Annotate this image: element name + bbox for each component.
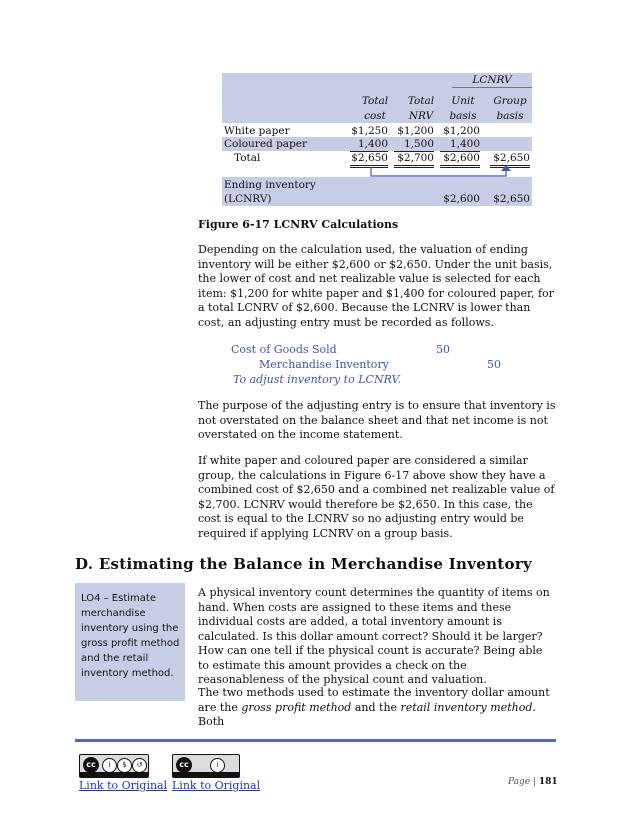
two-methods-text-b: and the (351, 700, 401, 714)
col-total-nrv-l2: NRV (408, 110, 434, 122)
cell-white-cost: $1,250 (351, 125, 388, 137)
paragraph-purpose: The purpose of the adjusting entry is to ensure that inventory is not overstated on the balance sheet and that net income is not overstated on the income statement. (198, 399, 556, 441)
col-unit-basis-l2: basis (449, 110, 477, 122)
attribution-icon: i (210, 758, 225, 773)
row-label-coloured-paper: Coloured paper (224, 138, 308, 150)
figure-caption: Figure 6-17 LCNRV Calculations (198, 218, 399, 231)
ending-label-line1: Ending inventory (224, 179, 316, 191)
learning-objective-box (75, 583, 185, 701)
cc-icon: cc (83, 757, 99, 773)
journal-debit-account: Cost of Goods Sold (231, 343, 337, 356)
col-total-nrv-l1: Total (407, 95, 435, 107)
cc-icon: cc (176, 757, 192, 773)
journal-debit-amount: 50 (436, 343, 450, 356)
cc-by-nc-sa-badge[interactable] (79, 754, 149, 778)
badge-strip (173, 772, 239, 777)
cell-total-group: $2,650 (490, 151, 530, 168)
row-label-white-paper: White paper (224, 125, 290, 137)
cell-ending-unit: $2,600 (443, 193, 480, 205)
paragraph-physical-count: A physical inventory count determines the quantity of items on hand. When costs are assigned to these items and these individual costs are added, a total inventory amount is calculated. Is this dollar amount correct? Should it be larger? How can one tell if the physical count is accurate? Being able to estimate this amount provides a check on the reasonableness of the physical count and valuation. (198, 586, 550, 686)
col-total-cost-l2: cost (364, 110, 386, 122)
cell-total-cost: $2,650 (350, 151, 388, 168)
cc-by-badge[interactable] (172, 754, 240, 778)
col-group-basis-l1: Group (493, 95, 527, 107)
lcnrv-group-header: LCNRV (452, 73, 532, 88)
paragraph-two-methods (198, 686, 556, 730)
two-methods-text-c: . Both (198, 700, 536, 728)
col-total-cost-l1: Total (361, 95, 389, 107)
journal-credit-amount: 50 (487, 358, 501, 371)
paragraph-valuation: Depending on the calculation used, the valuation of ending inventory will be either $2,600 or $2,650. Under the unit basis, the lower of cost and net realizable value is selected for each item: $1,200 for white paper and $1,400 for coloured paper, for a total LCNRV of $2,600. Because the LCNRV is lower than cost, an adjusting entry must be recorded as follows. (198, 243, 554, 329)
cost-to-group-arrow (362, 165, 532, 181)
cell-coloured-unit: 1,400 (440, 137, 480, 152)
page-number: Page | 181 (508, 777, 558, 787)
badge-strip (80, 772, 148, 777)
page-number-value: 181 (538, 777, 558, 787)
link-to-original-1[interactable]: Link to Original (79, 779, 168, 792)
cell-white-unit: $1,200 (443, 125, 480, 137)
cell-total-unit: $2,600 (440, 151, 480, 168)
col-unit-basis-l1: Unit (451, 95, 475, 107)
cell-ending-group: $2,650 (493, 193, 530, 205)
noncommercial-icon: $ (117, 758, 132, 773)
cell-white-nrv: $1,200 (397, 125, 434, 137)
retail-inventory-method-term: retail inventory method (400, 700, 533, 714)
link-to-original-2[interactable]: Link to Original (172, 779, 261, 792)
paragraph-group-basis: If white paper and coloured paper are considered a similar group, the calculations in Figure 6-17 above show they have a combined cost of $2,650 and a combined net realizable value of $2,700. LCNRV would therefore be $2,650. In this case, the cost is equal to the LCNRV so no adjusting entry would be required if applying LCNRV on a group basis. (198, 454, 555, 540)
cell-coloured-cost: 1,400 (350, 137, 388, 152)
ending-label-line2: (LCNRV) (224, 193, 272, 205)
cell-total-nrv: $2,700 (394, 151, 434, 168)
two-methods-text-a: The two methods used to estimate the inventory dollar amount are the (198, 686, 550, 714)
gross-profit-method-term: gross profit method (241, 700, 352, 714)
journal-credit-account: Merchandise Inventory (259, 358, 389, 371)
journal-explanation: To adjust inventory to LCNRV. (233, 373, 401, 386)
section-heading: D. Estimating the Balance in Merchandise Inventory (75, 555, 533, 573)
row-label-total: Total (234, 152, 261, 164)
col-group-basis-l2: basis (496, 110, 524, 122)
learning-objective-text: LO4 – Estimate merchandise inventory using the gross profit method and the retail inventory method. (81, 593, 180, 679)
attribution-icon: i (102, 758, 117, 773)
cell-coloured-nrv: 1,500 (394, 137, 434, 152)
page-label: Page (508, 777, 531, 787)
footer-rule (75, 739, 556, 742)
sharealike-icon: ↺ (132, 758, 147, 773)
